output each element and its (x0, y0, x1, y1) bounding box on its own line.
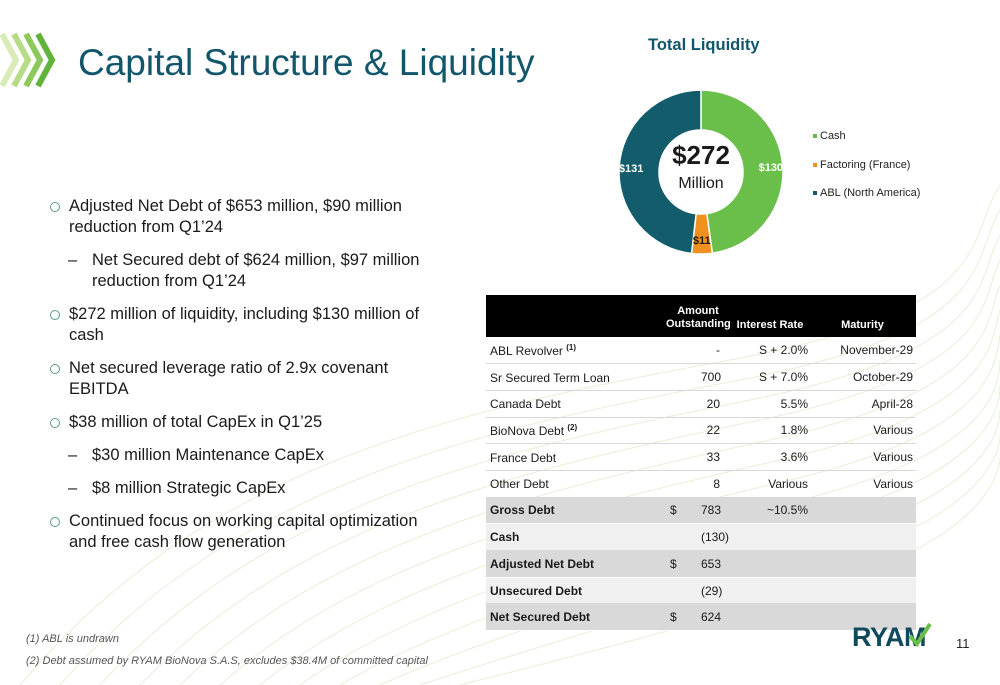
sub-bullet-item (48, 445, 443, 466)
row-maturity: Various (812, 417, 916, 444)
summary-currency (666, 577, 697, 604)
row-currency (666, 390, 697, 417)
row-label: France Debt (486, 444, 666, 471)
table-row (486, 337, 916, 364)
donut-data-label: $130 (758, 162, 784, 175)
legend-label: Factoring (France) (820, 158, 911, 171)
row-amount: - (697, 337, 728, 364)
table-row (486, 444, 916, 471)
header-rate: Interest Rate (736, 319, 804, 331)
sub-bullet-text: $8 million Strategic CapEx (92, 479, 286, 497)
row-rate: S + 2.0% (728, 337, 812, 364)
summary-rate (728, 604, 812, 631)
summary-currency: $ (666, 604, 697, 631)
bullet-text: Net secured leverage ratio of 2.9x covenant EBITDA (69, 359, 389, 398)
header-amount (666, 295, 731, 337)
bullet-text: $272 million of liquidity, including $130 million of cash (69, 305, 420, 344)
summary-label: Cash (486, 524, 666, 551)
row-rate: S + 7.0% (728, 364, 812, 391)
row-rate: 1.8% (728, 417, 812, 444)
footnotes (26, 628, 428, 672)
summary-currency: $ (666, 497, 697, 524)
footnote-ref: (2) (567, 422, 578, 432)
legend-item (813, 179, 920, 208)
ryam-logo: RYAM (852, 622, 927, 652)
bullet-item (48, 304, 443, 346)
row-maturity: Various (812, 470, 916, 497)
summary-row (486, 577, 916, 604)
bullet-item (48, 196, 443, 238)
row-amount: 20 (697, 390, 728, 417)
legend-label: ABL (North America) (820, 187, 921, 200)
summary-maturity (812, 577, 916, 604)
summary-amount: 653 (697, 551, 728, 578)
summary-label: Adjusted Net Debt (486, 551, 666, 578)
summary-amount: (29) (697, 577, 728, 604)
row-amount: 22 (697, 417, 728, 444)
row-rate: 3.6% (728, 444, 812, 471)
summary-label: Gross Debt (486, 497, 666, 524)
legend-item (813, 151, 920, 180)
row-amount: 33 (697, 444, 728, 471)
summary-row (486, 524, 916, 551)
summary-maturity (812, 551, 916, 578)
row-currency (666, 444, 697, 471)
table-row (486, 417, 916, 444)
bullet-marker (50, 517, 60, 527)
row-currency (666, 470, 697, 497)
bullet-marker (50, 418, 60, 428)
footnote-ref: (1) (566, 342, 577, 352)
summary-amount: (130) (697, 524, 728, 551)
chevrons-logo (0, 28, 62, 92)
row-label: Canada Debt (486, 390, 666, 417)
dash-marker: – (68, 479, 78, 497)
bullet-text: Continued focus on working capital optimization and free cash flow generation (69, 512, 418, 551)
summary-label: Net Secured Debt (486, 604, 666, 631)
summary-amount: 624 (697, 604, 728, 631)
row-maturity: April-28 (812, 390, 916, 417)
sub-bullet-item (48, 250, 443, 292)
donut-center-unit: Million (678, 175, 724, 192)
table-header-row (486, 295, 916, 337)
header-amount-text: Amount Outstanding (666, 305, 731, 330)
legend-swatch (813, 134, 817, 138)
header-blank (486, 295, 666, 337)
chart-title: Total Liquidity (648, 36, 760, 54)
summary-label: Unsecured Debt (486, 577, 666, 604)
table-row (486, 364, 916, 391)
donut-data-label: $131 (618, 162, 644, 175)
legend-label: Cash (820, 130, 846, 143)
dash-marker: – (68, 446, 78, 464)
sub-bullet-item (48, 478, 443, 499)
row-rate: 5.5% (728, 390, 812, 417)
bullet-list (48, 196, 443, 565)
row-currency (666, 337, 697, 364)
bullet-marker (50, 310, 60, 320)
summary-rate (728, 551, 812, 578)
summary-currency (666, 524, 697, 551)
bullet-text: $38 million of total CapEx in Q1’25 (69, 413, 323, 431)
summary-maturity (812, 497, 916, 524)
summary-row (486, 497, 916, 524)
row-currency (666, 364, 697, 391)
chart-legend (813, 122, 920, 208)
debt-table (486, 295, 916, 631)
dash-marker: – (68, 251, 78, 269)
row-currency (666, 417, 697, 444)
donut-center-value: $272 (672, 140, 730, 170)
bullet-item (48, 511, 443, 553)
row-label: ABL Revolver $^{(1)}$ (486, 337, 666, 364)
debt-table-container (486, 295, 916, 631)
summary-maturity (812, 524, 916, 551)
summary-amount: 783 (697, 497, 728, 524)
row-maturity: October-29 (812, 364, 916, 391)
liquidity-donut-chart (610, 60, 810, 270)
bullet-marker (50, 202, 60, 212)
row-label: Sr Secured Term Loan (486, 364, 666, 391)
sub-bullet-text: Net Secured debt of $624 million, $97 million reduction from Q1’24 (92, 251, 420, 290)
row-rate: Various (728, 470, 812, 497)
bullet-item (48, 412, 443, 433)
row-amount: 700 (697, 364, 728, 391)
summary-rate (728, 577, 812, 604)
row-amount: 8 (697, 470, 728, 497)
legend-item (813, 122, 920, 151)
row-label: BioNova Debt $^{(2)}$ (486, 417, 666, 444)
table-row (486, 390, 916, 417)
row-label: Other Debt (486, 470, 666, 497)
page-number: 11 (956, 636, 970, 651)
legend-swatch (813, 163, 817, 167)
table-body (486, 337, 916, 631)
row-maturity: Various (812, 444, 916, 471)
header-maturity: Maturity (841, 319, 884, 331)
summary-currency: $ (666, 551, 697, 578)
sub-bullet-text: $30 million Maintenance CapEx (92, 446, 325, 464)
logo-check-icon (906, 620, 932, 650)
bullet-item (48, 358, 443, 400)
bullet-text: Adjusted Net Debt of $653 million, $90 million reduction from Q1’24 (69, 197, 402, 236)
donut-data-label: $11 (692, 234, 711, 247)
summary-rate: ~10.5% (728, 497, 812, 524)
summary-row (486, 551, 916, 578)
table-row (486, 470, 916, 497)
footnote-2: (2) Debt assumed by RYAM BioNova S.A.S, excludes $38.4M of committed capital (26, 655, 428, 667)
summary-rate (728, 524, 812, 551)
legend-swatch (813, 191, 817, 195)
page-title: Capital Structure & Liquidity (78, 42, 535, 83)
footnote-1: (1) ABL is undrawn (26, 633, 119, 645)
row-maturity: November-29 (812, 337, 916, 364)
bullet-marker (50, 364, 60, 374)
